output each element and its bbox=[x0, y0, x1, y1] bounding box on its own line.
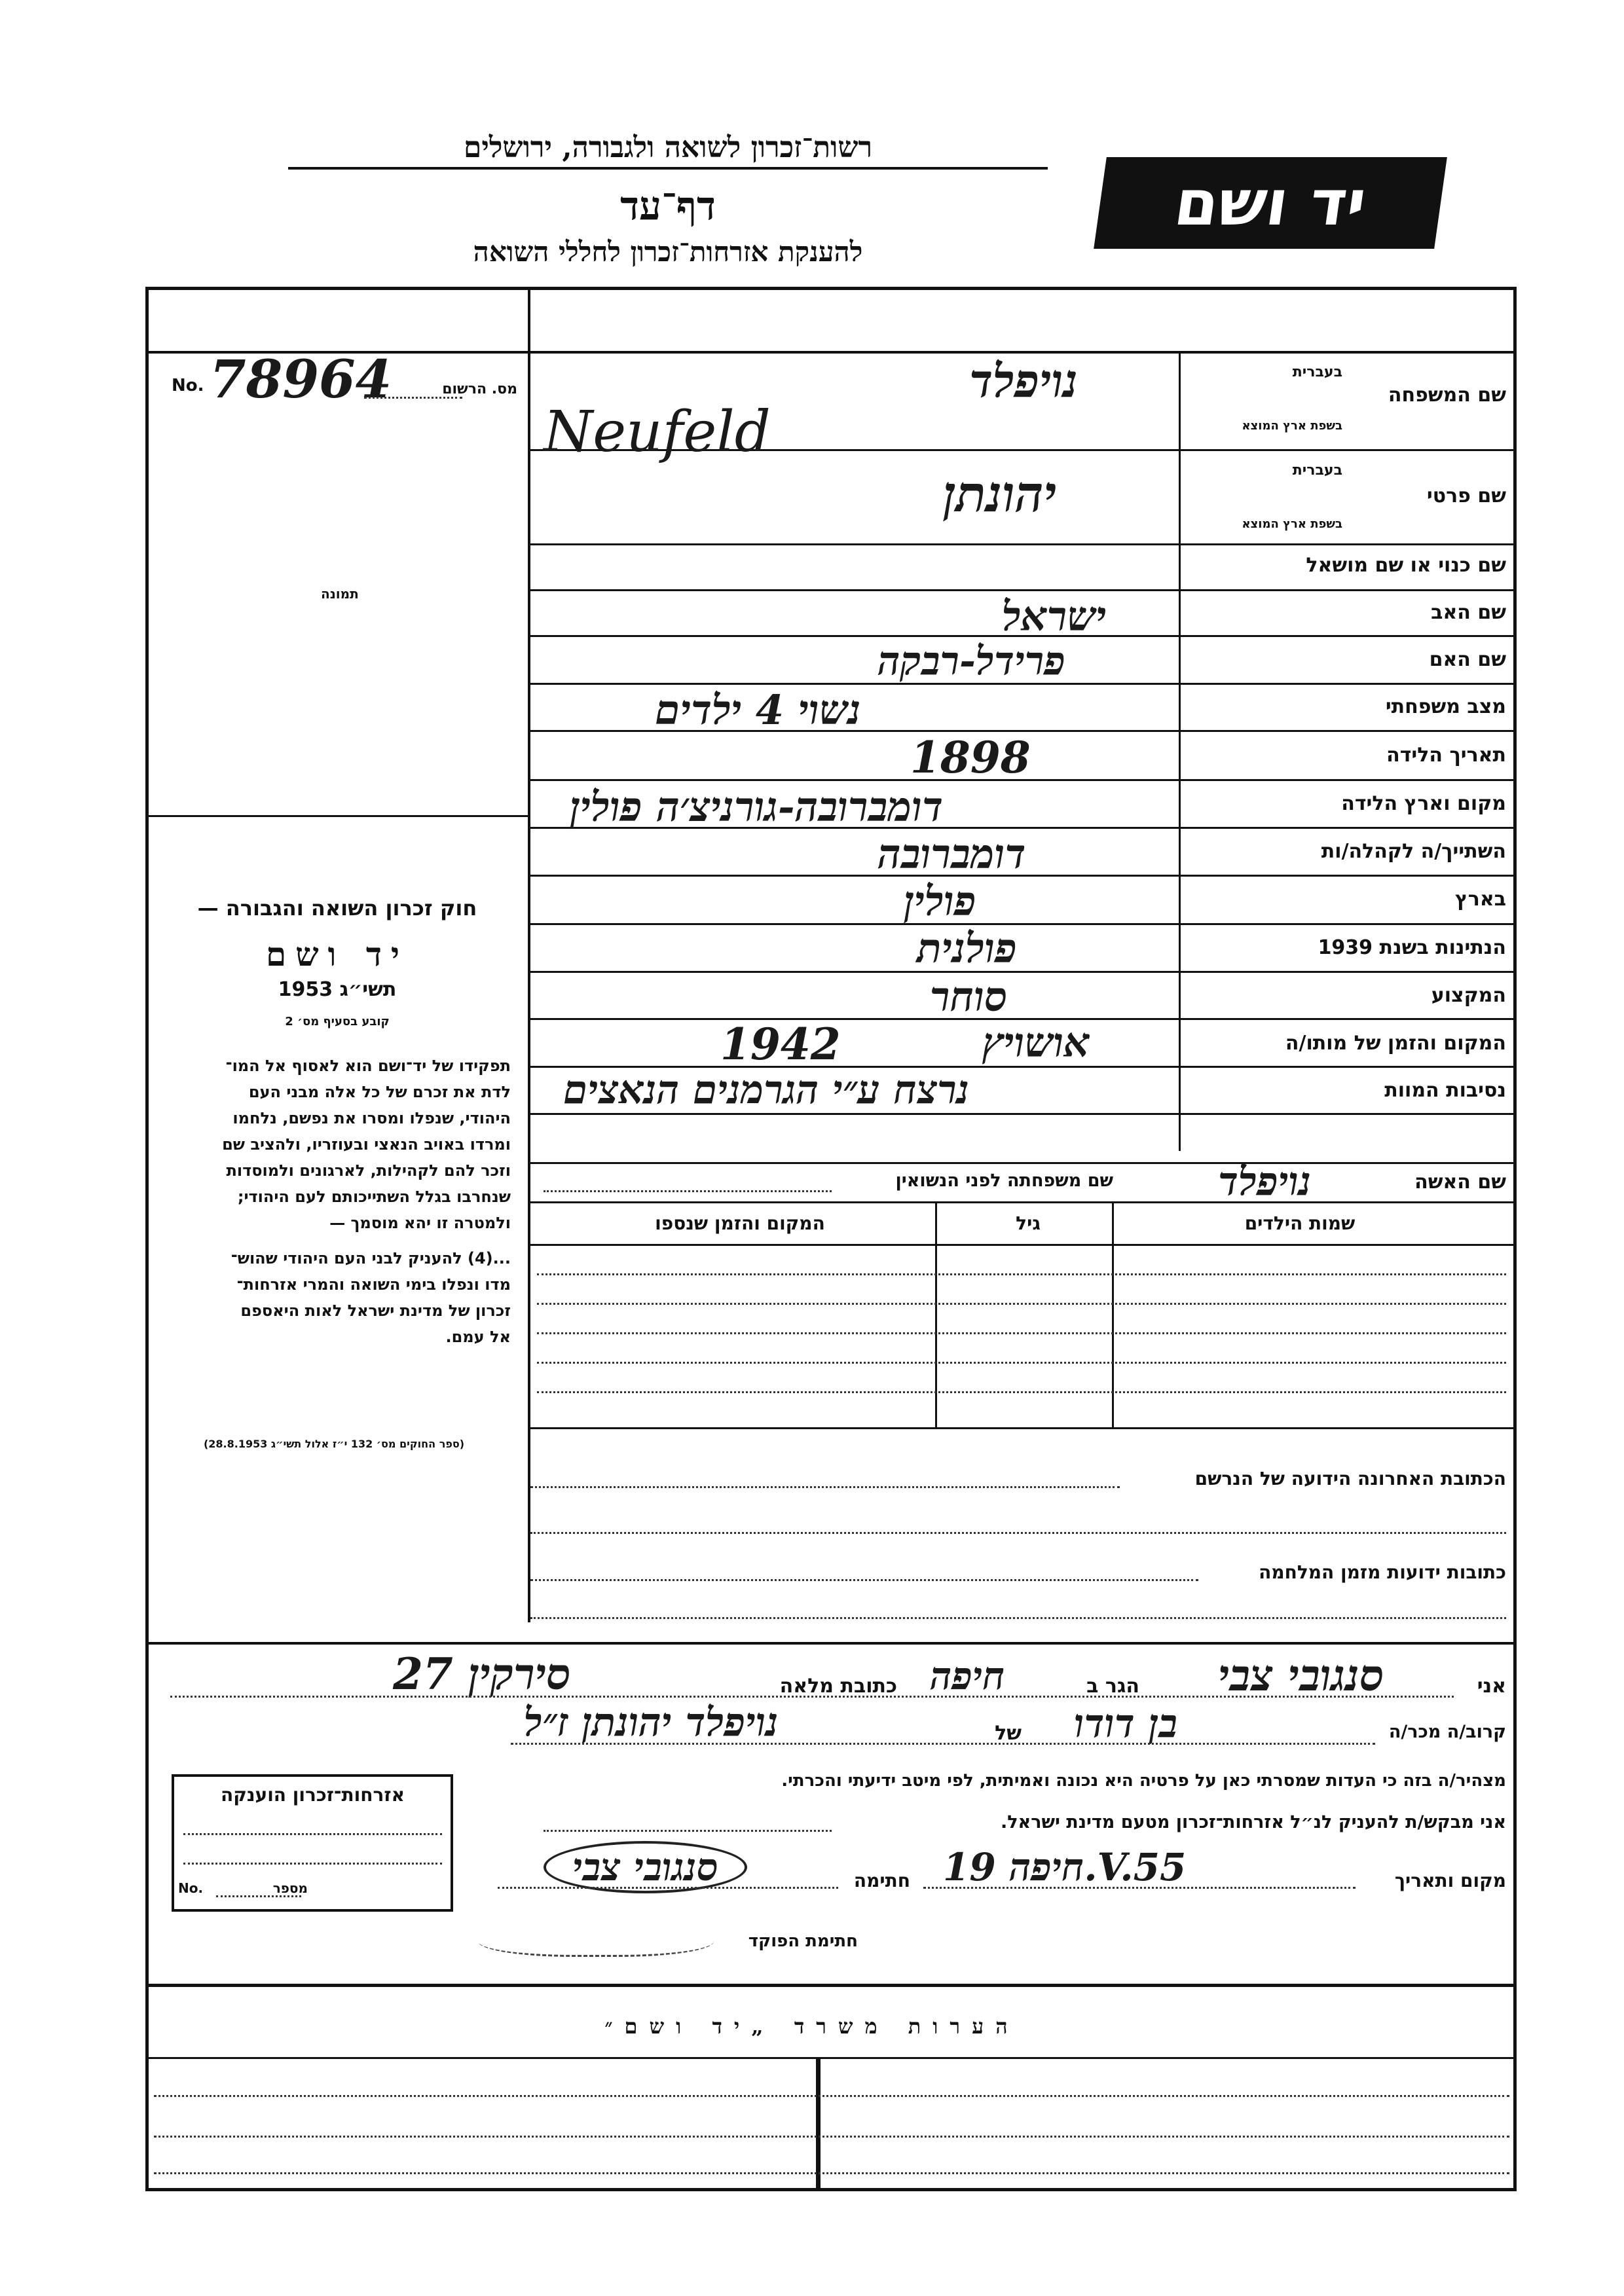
death-place-value: אושויץ bbox=[982, 1019, 1090, 1066]
wife-value: נויפלד bbox=[1218, 1159, 1312, 1205]
place-date-label: מקום ותאריך bbox=[1394, 1870, 1506, 1891]
mother-label: שם האם bbox=[1429, 648, 1506, 671]
citizenship-granted-title: אזרחות־זכרון הוענקה bbox=[221, 1784, 405, 1806]
photo-label: תמונה bbox=[321, 586, 359, 602]
form-title: דף־עד bbox=[620, 183, 716, 229]
children-row bbox=[537, 1332, 1506, 1334]
law-line: תפקידו של יד־ושם הוא לאסוף אל המו־ bbox=[225, 1057, 511, 1075]
profession-label: המקצוע bbox=[1431, 984, 1506, 1007]
registration-number: 78964 bbox=[210, 348, 392, 410]
children-row bbox=[537, 1391, 1506, 1393]
first-name-origin-hint: בשפת ארץ המוצא bbox=[1242, 517, 1342, 531]
law-source: (ספר החוקים מס׳ 132 י״ז אלול תשי״ג 28.8.1953) bbox=[203, 1438, 465, 1450]
family-name-label: שם המשפחה bbox=[1388, 384, 1506, 407]
first-name-hebrew-hint: בעברית bbox=[1292, 462, 1342, 479]
law-line: לדת את זכרם של כל אלה מבני העם bbox=[248, 1083, 511, 1101]
law-clause: קובע בסעיף מס׳ 2 bbox=[285, 1015, 390, 1029]
profession-value: סוחר bbox=[930, 973, 1008, 1021]
declaration-statement: מצהיר/ה בזה כי העדות שמסרתי כאן על פרטיה היא נכונה ואמיתית, לפי מיטב ידיעתי והכרתי. bbox=[781, 1771, 1506, 1791]
death-label: המקום והזמן של מותו/ה bbox=[1285, 1032, 1506, 1055]
citizenship-no-label: No. bbox=[178, 1880, 204, 1896]
law-name: יד ושם bbox=[266, 935, 409, 974]
community-label: השתייך/ה לקהלה/ות bbox=[1321, 840, 1506, 863]
wife-label: שם האשה bbox=[1414, 1171, 1506, 1194]
children-age-header: גיל bbox=[1016, 1212, 1041, 1234]
yad-vashem-logo: יד ושם bbox=[1094, 157, 1447, 249]
children-row bbox=[537, 1362, 1506, 1364]
remarks-title: הערות משרד „יד ושם״ bbox=[604, 2014, 1020, 2039]
marital-label: מצב משפחתי bbox=[1385, 695, 1506, 718]
declaration-request: אני מבקש/ת להעניק לנ״ל אזרחות־זכרון מטעם מדינת ישראל. bbox=[1000, 1812, 1506, 1832]
authority-title: רשות־זכרון לשואה ולגבורה, ירושלים bbox=[288, 131, 1048, 170]
form-subtitle: להענקת אזרחות־זכרון לחללי השואה bbox=[473, 236, 863, 268]
circumstances-value: נרצח ע״י הגרמנים הנאצים bbox=[563, 1067, 970, 1113]
resides-value: חיפה bbox=[930, 1654, 1005, 1698]
signature-value: סנגובי צבי bbox=[544, 1841, 747, 1893]
birth-date-value: 1898 bbox=[910, 732, 1031, 783]
first-name-label: שם פרטי bbox=[1426, 484, 1506, 507]
relation-label: קרוב/ה מכר/ה bbox=[1388, 1722, 1506, 1742]
of-label: של bbox=[995, 1722, 1022, 1745]
marital-value: נשוי 4 ילדים bbox=[655, 686, 861, 734]
law-line: ומרדו באויב הנאצי ובעוזריו, ולהציב שם bbox=[222, 1135, 511, 1154]
family-name-hebrew-hint: בעברית bbox=[1292, 364, 1342, 380]
death-year-value: 1942 bbox=[720, 1019, 841, 1070]
registration-label: מס. הרשום bbox=[442, 381, 517, 397]
birth-place-label: מקום וארץ הלידה bbox=[1341, 792, 1506, 815]
community-value: דומברובה bbox=[877, 830, 1026, 878]
law-line: מדו ונפלו בימי השואה והמרי אזרחות־ bbox=[236, 1275, 511, 1294]
full-address-value: סירקין 27 bbox=[393, 1649, 571, 1700]
country-value: פולין bbox=[904, 877, 976, 925]
birth-place-value: דומברובה-גורניצ׳ה פולין bbox=[570, 783, 944, 831]
father-value: ישראל bbox=[1002, 592, 1107, 640]
children-row bbox=[537, 1273, 1506, 1275]
children-row bbox=[537, 1303, 1506, 1305]
relation-value: בן דודו bbox=[1074, 1701, 1177, 1747]
place-date-value: חיפה 19.V.55 bbox=[943, 1845, 1187, 1889]
officer-stamp bbox=[478, 1918, 714, 1957]
family-name-origin-hint: בשפת ארץ המוצא bbox=[1242, 419, 1342, 433]
law-line: אל עמם. bbox=[445, 1328, 511, 1346]
of-value: נויפלד יהונתן ז״ל bbox=[524, 1700, 779, 1745]
nickname-label: שם כנוי או שם מושאל bbox=[1306, 554, 1506, 577]
citizenship-label: הנתינות בשנת 1939 bbox=[1318, 936, 1506, 959]
full-address-label: כתובת מלאה bbox=[779, 1675, 897, 1698]
law-year: תשי״ג 1953 bbox=[278, 978, 397, 1001]
law-line: שנחרבו בגלל השתייכותם לעם היהודי; bbox=[237, 1188, 511, 1206]
last-address-label: הכתובת האחרונה הידועה של הנרשם bbox=[1194, 1468, 1506, 1489]
law-body bbox=[157, 1053, 511, 1350]
birth-date-label: תאריך הלידה bbox=[1386, 744, 1506, 767]
law-line: ...(4) להעניק לבני העם היהודי שהוש־ bbox=[231, 1249, 511, 1267]
children-place-header: המקום והזמן שנספו bbox=[655, 1212, 825, 1234]
citizenship-number-label: מספר bbox=[272, 1880, 308, 1896]
registration-no-prefix: No. bbox=[172, 376, 204, 395]
remarks-line bbox=[154, 2136, 1509, 2138]
citizenship-value: פולנית bbox=[917, 924, 1017, 972]
wife-maiden-label: שם משפחתה לפני הנשואין bbox=[895, 1171, 1113, 1191]
family-name-hebrew-value: נויפלד bbox=[969, 354, 1079, 408]
law-title: חוק זכרון השואה והגבורה — bbox=[197, 896, 477, 920]
wartime-address-label: כתובות ידועות מזמן המלחמה bbox=[1259, 1561, 1506, 1583]
circumstances-label: נסיבות המוות bbox=[1384, 1079, 1506, 1102]
mother-value: פרידל-רבקה bbox=[877, 638, 1065, 684]
remarks-line bbox=[154, 2172, 1509, 2174]
law-line: היהודי, שנפלו ומסרו את נפשם, נלחמו bbox=[232, 1109, 511, 1127]
remarks-line bbox=[154, 2095, 1509, 2097]
father-label: שם האב bbox=[1431, 601, 1506, 624]
family-name-latin-value: Neufeld bbox=[544, 399, 771, 465]
country-label: בארץ bbox=[1454, 888, 1506, 911]
children-names-header: שמות הילדים bbox=[1244, 1212, 1356, 1234]
law-line: ולמטרה זו יהא מוסמך — bbox=[329, 1214, 511, 1232]
declarant-i-label: אני bbox=[1477, 1675, 1506, 1698]
signature-label: חתימה bbox=[853, 1870, 910, 1891]
first-name-value: יהונתן bbox=[943, 465, 1057, 523]
resides-label: הגר ב bbox=[1086, 1675, 1139, 1698]
declarant-name-value: סנגובי צבי bbox=[1218, 1650, 1384, 1701]
officer-signature-label: חתימת הפוקד bbox=[748, 1931, 858, 1951]
law-line: זכרון של מדינת ישראל לאות היאספם bbox=[240, 1302, 511, 1320]
law-line: וזכר להם לקהילות, לארגונים ולמוסדות bbox=[226, 1161, 511, 1180]
